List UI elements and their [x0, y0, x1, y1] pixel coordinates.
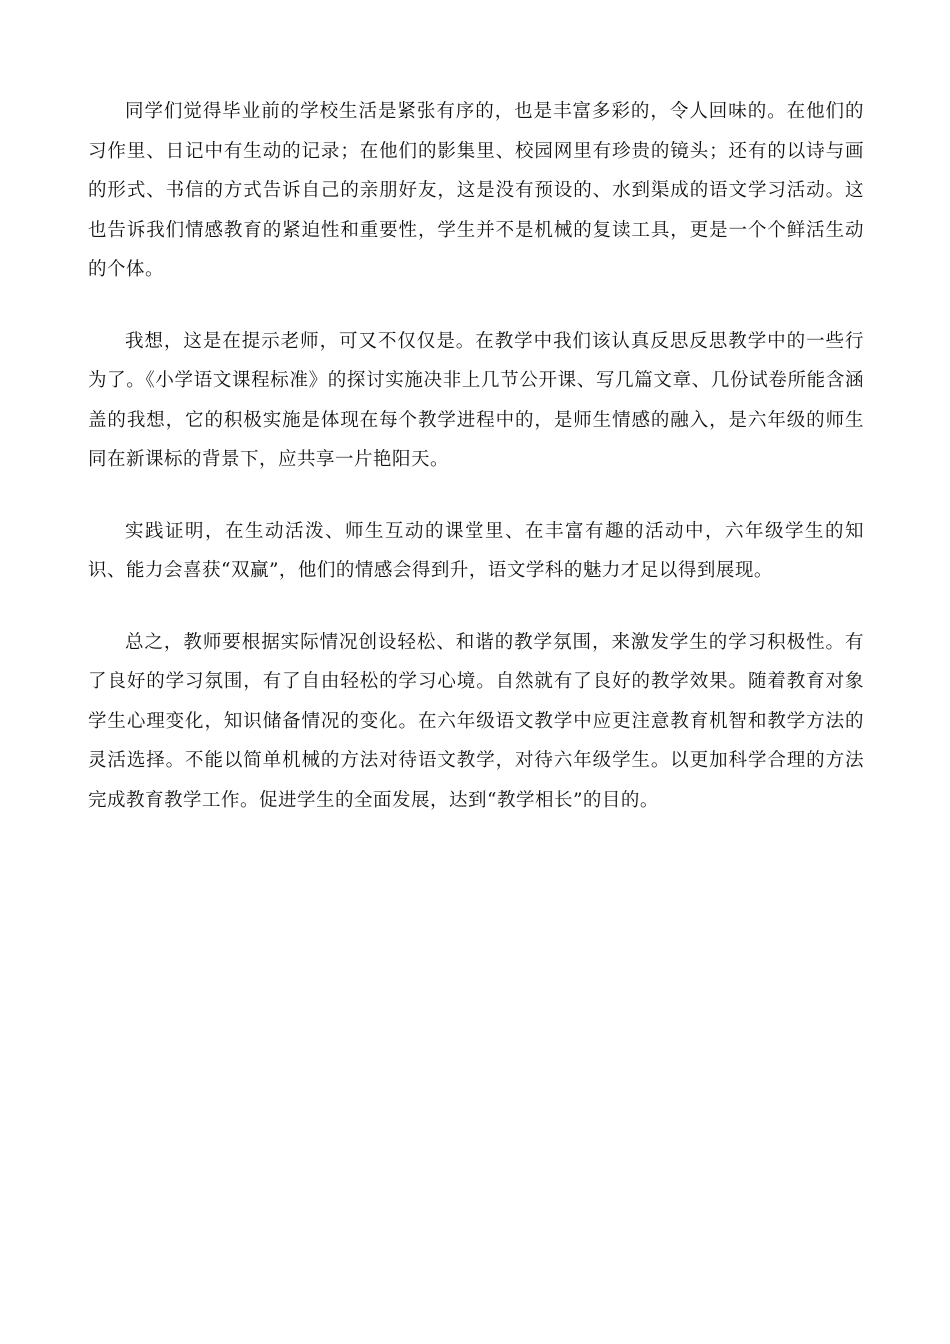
paragraph-3: 实践证明，在生动活泼、师生互动的课堂里、在丰富有趣的活动中，六年级学生的知识、能力会喜获“双赢”，他们的情感会得到升，语文学科的魅力才足以得到展现。: [88, 520, 864, 581]
document-body: [88, 92, 864, 852]
paragraph-2: 我想，这是在提示老师，可又不仅仅是。在教学中我们该认真反思反思教学中的一些行为了。《小学语文课程标准》的探讨实施决非上几节公开课、写几篇文章、几份试卷所能含涵盖的我想，它的积极实施是体现在每个教学进程中的，是师生情感的融入，是六年级的师生同在新课标的背景下，应共享一片艳阳天。: [88, 330, 864, 470]
paragraph-4: 总之，教师要根据实际情况创设轻松、和谐的教学氛围，来激发学生的学习积极性。有了良好的学习氛围，有了自由轻松的学习心境。自然就有了良好的教学效果。随着教育对象学生心理变化，知识储备情况的变化。在六年级语文教学中应更注意教育机智和教学方法的灵活选择。不能以简单机械的方法对待语文教学，对待六年级学生。以更加科学合理的方法完成教育教学工作。促进学生的全面发展，达到“教学相长”的目的。: [88, 631, 864, 811]
paragraph-1: 同学们觉得毕业前的学校生活是紧张有序的，也是丰富多彩的，令人回味的。在他们的习作里、日记中有生动的记录；在他们的影集里、校园网里有珍贵的镜头；还有的以诗与画的形式、书信的方式告诉自己的亲朋好友，这是没有预设的、水到渠成的语文学习活动。这也告诉我们情感教育的紧迫性和重要性，学生并不是机械的复读工具，更是一个个鲜活生动的个体。: [88, 101, 864, 280]
